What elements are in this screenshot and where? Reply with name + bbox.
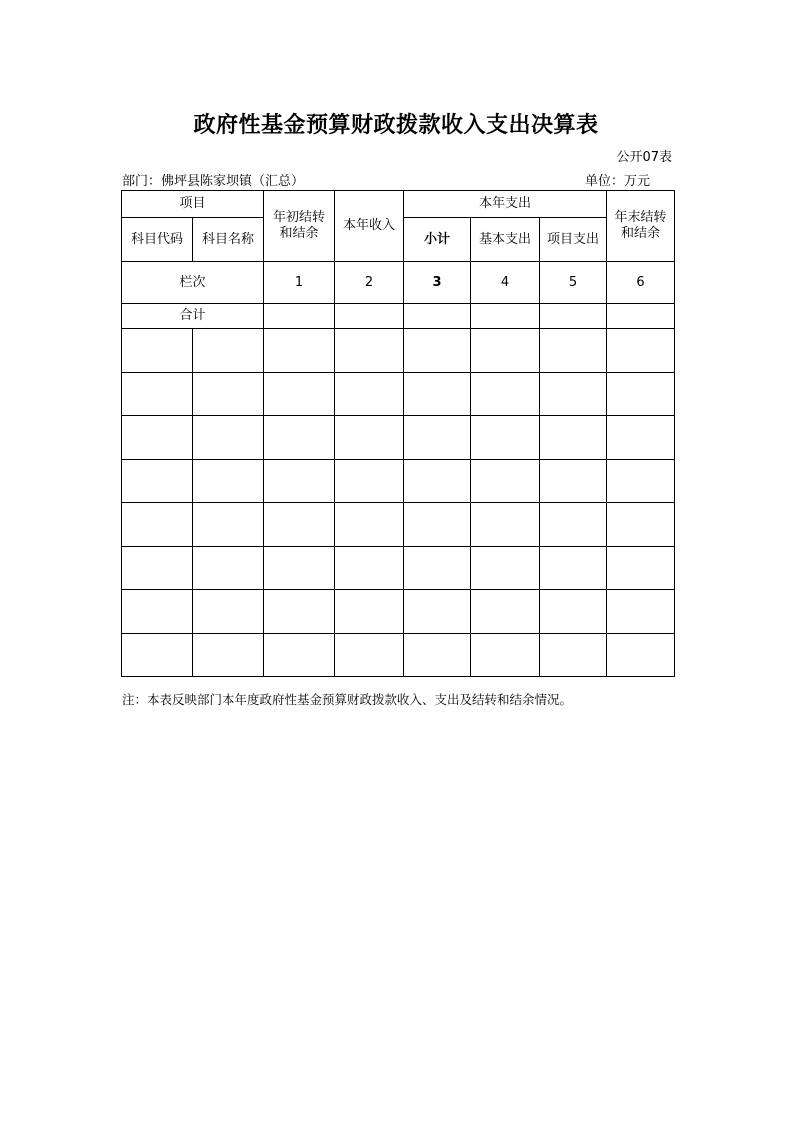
table-row — [122, 547, 675, 590]
total-cell — [335, 304, 404, 329]
column-number-2: 2 — [335, 262, 404, 304]
footnote: 注：本表反映部门本年度政府性基金预算财政拨款收入、支出及结转和结余情况。 — [122, 692, 573, 707]
table-cell — [404, 460, 471, 503]
header-current-expense: 本年支出 — [404, 191, 607, 218]
table-cell — [193, 634, 264, 677]
table-cell — [264, 416, 335, 460]
table-cell — [335, 460, 404, 503]
table-cell — [540, 547, 607, 590]
table-cell — [264, 373, 335, 416]
total-cell — [471, 304, 540, 329]
table-cell — [540, 373, 607, 416]
column-number-1: 1 — [264, 262, 335, 304]
table-row — [122, 634, 675, 677]
table-cell — [471, 329, 540, 373]
table-cell — [193, 329, 264, 373]
table-cell — [404, 329, 471, 373]
table-cell — [540, 460, 607, 503]
table-cell — [264, 590, 335, 634]
table-row — [122, 416, 675, 460]
header-basic-expense: 基本支出 — [471, 218, 540, 262]
table-cell — [122, 634, 193, 677]
column-number-3: 3 — [404, 262, 471, 304]
table-cell — [335, 590, 404, 634]
table-cell — [540, 503, 607, 547]
header-year-end-balance-line1: 年末结转 — [614, 210, 667, 225]
header-subject-name: 科目名称 — [193, 218, 264, 262]
table-cell — [471, 590, 540, 634]
column-number-5: 5 — [540, 262, 607, 304]
table-cell — [335, 503, 404, 547]
table-cell — [404, 416, 471, 460]
form-code: 公开07表 — [616, 150, 672, 165]
table-cell — [471, 460, 540, 503]
table-cell — [607, 460, 675, 503]
table-cell — [193, 373, 264, 416]
total-cell — [264, 304, 335, 329]
table-cell — [264, 329, 335, 373]
table-cell — [607, 547, 675, 590]
table-cell — [471, 373, 540, 416]
table-cell — [404, 503, 471, 547]
header-current-income: 本年收入 — [335, 191, 404, 262]
table-row — [122, 373, 675, 416]
table-cell — [122, 416, 193, 460]
table-cell — [122, 373, 193, 416]
table-cell — [540, 634, 607, 677]
total-cell — [607, 304, 675, 329]
table-cell — [471, 547, 540, 590]
header-item: 项目 — [122, 191, 264, 218]
department-label: 部门：佛坪县陈家坝镇（汇总） — [122, 174, 305, 189]
table-cell — [264, 634, 335, 677]
table-cell — [264, 547, 335, 590]
header-subtotal: 小计 — [404, 218, 471, 262]
table-row — [122, 460, 675, 503]
table-cell — [540, 416, 607, 460]
table-cell — [471, 416, 540, 460]
table-cell — [404, 547, 471, 590]
table-cell — [193, 416, 264, 460]
header-year-end-balance — [607, 191, 675, 262]
table-cell — [607, 416, 675, 460]
table-cell — [122, 547, 193, 590]
header-year-begin-balance-line1: 年初结转 — [273, 210, 326, 225]
budget-table — [121, 190, 675, 677]
total-label: 合计 — [122, 304, 264, 329]
table-cell — [193, 547, 264, 590]
table-row — [122, 503, 675, 547]
table-row — [122, 329, 675, 373]
table-cell — [335, 634, 404, 677]
table-cell — [122, 503, 193, 547]
table-cell — [607, 503, 675, 547]
table-cell — [607, 590, 675, 634]
header-year-begin-balance-line2: 和结余 — [279, 226, 319, 241]
header-project-expense: 项目支出 — [540, 218, 607, 262]
header-year-end-balance-line2: 和结余 — [621, 226, 661, 241]
page-title: 政府性基金预算财政拨款收入支出决算表 — [193, 113, 599, 138]
total-cell — [540, 304, 607, 329]
table-cell — [193, 460, 264, 503]
table-cell — [122, 460, 193, 503]
table-cell — [122, 329, 193, 373]
header-year-begin-balance — [264, 191, 335, 262]
table-cell — [404, 590, 471, 634]
table-cell — [404, 373, 471, 416]
column-index-label: 栏次 — [122, 262, 264, 304]
table-cell — [193, 503, 264, 547]
table-cell — [335, 373, 404, 416]
table-cell — [471, 634, 540, 677]
table-cell — [540, 329, 607, 373]
table-cell — [335, 547, 404, 590]
total-cell — [404, 304, 471, 329]
table-row — [122, 590, 675, 634]
table-cell — [607, 329, 675, 373]
table-cell — [404, 634, 471, 677]
column-number-4: 4 — [471, 262, 540, 304]
unit-label: 单位：万元 — [585, 174, 651, 189]
table-cell — [471, 503, 540, 547]
table-cell — [264, 503, 335, 547]
table-cell — [607, 634, 675, 677]
table-cell — [335, 329, 404, 373]
table-cell — [335, 416, 404, 460]
header-subject-code: 科目代码 — [122, 218, 193, 262]
table-cell — [122, 590, 193, 634]
column-number-6: 6 — [607, 262, 675, 304]
table-cell — [540, 590, 607, 634]
table-cell — [607, 373, 675, 416]
table-cell — [264, 460, 335, 503]
table-cell — [193, 590, 264, 634]
